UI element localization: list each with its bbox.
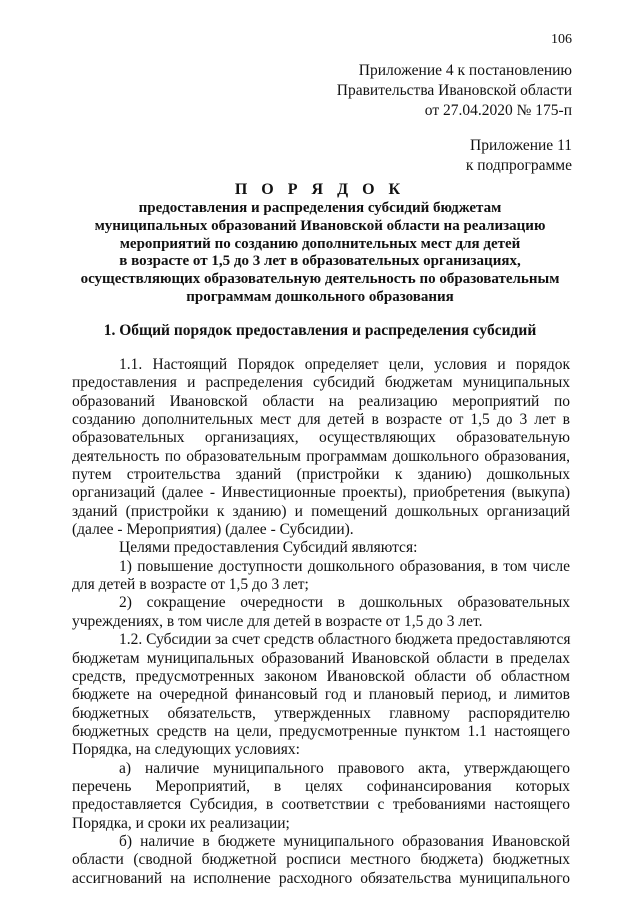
document-subtitle-line: в возрасте от 1,5 до 3 лет в образовательных организациях, [119,253,521,270]
paragraph-line: 1.1. Настоящий Порядок определяет цели, условия и порядок [119,356,570,373]
document-title-block [70,180,570,307]
appendix-sub-line: к подпрограмме [465,157,572,174]
document-subtitle-line: осуществляющих образовательную деятельность по образовательным [80,271,560,288]
paragraph-line: перечень Мероприятий, в целях софинансирования которых [72,777,570,795]
paragraph-line: для детей в возрасте от 1,5 до 3 лет; [72,576,309,594]
paragraph-line: путем строительства зданий (пристройки к зданию) дошкольных [72,466,570,484]
paragraph-line: области (сводной бюджетной росписи местного бюджета) бюджетных [72,851,570,869]
paragraph-line: бюджетных обязательств, утвержденных главному распорядителю [72,704,570,722]
paragraph-line: учреждениях, в том числе для детей в возрасте от 1,5 до 3 лет. [72,612,483,630]
paragraph-line: Целями предоставления Субсидий являются: [119,539,418,557]
paragraph-line: б) наличие в бюджете муниципального образования Ивановской [119,832,570,850]
paragraph-line: Порядка, и сроки их реализации; [72,814,290,832]
paragraph-line: (далее - Мероприятия) (далее - Субсидии). [72,521,354,539]
paragraph-line: а) наличие муниципального правового акта, утверждающего [119,759,570,777]
paragraph-line: организаций (далее - Инвестиционные проекты), приобретения (выкупа) [72,484,570,502]
appendix-sub-header [466,136,572,176]
appendix-sub-line: Приложение 11 [470,137,572,154]
paragraph-line: зданий (пристройки к зданию) и помещений дошкольных организаций [72,502,570,520]
paragraph-line: средств, предусмотренных законом Ивановской области об областном [72,667,570,685]
paragraph-line: образований Ивановской области на реализацию мероприятий по [72,392,570,410]
paragraph-line: бюджете на очередной финансовый год и плановый период, и лимитов [72,686,570,704]
document-subtitle-line: программам дошкольного образования [186,288,454,305]
page-number: 106 [551,32,572,47]
paragraph-line: предоставления и распределения субсидий бюджетам муниципальных [72,374,570,392]
paragraph-line: 1) повышение доступности дошкольного образования, в том числе [119,557,570,575]
paragraph-line: деятельность по образовательным программам дошкольного образования, [72,447,570,465]
document-subtitle-line: муниципальных образований Ивановской области на реализацию [94,217,546,234]
appendix-main-line: от 27.04.2020 № 175-п [424,102,572,119]
paragraph-line: образовательных организациях, осуществляющих образовательную [72,429,570,447]
paragraph-line: бюджетных средств на цели, предусмотренные пунктом 1.1 настоящего [72,722,570,740]
appendix-main-line: Правительства Ивановской области [336,82,572,99]
paragraph-line: 2) сокращение очередности в дошкольных образовательных [119,594,570,612]
paragraph-line: ассигнований на исполнение расходного обязательства муниципального [72,869,570,887]
document-subtitle-line: предоставления и распределения субсидий бюджетам [138,200,502,216]
appendix-main-line: Приложение 4 к постановлению [358,62,572,79]
section-heading: 1. Общий порядок предоставления и распределения субсидий [103,322,537,339]
paragraph-line: созданию дополнительных мест для детей в возрасте от 1,5 до 3 лет в [72,411,570,429]
body-text [72,356,570,888]
document-title: П О Р Я Д О К [234,181,406,198]
paragraph-line: предоставляется Субсидия, в соответствии с требованиями настоящего [72,796,570,814]
document-subtitle-line: мероприятий по созданию дополнительных мест для детей [119,235,521,252]
paragraph-line: Порядка, на следующих условиях: [72,741,300,759]
paragraph-line: бюджетам муниципальных образований Ивановской области в пределах [72,649,570,667]
paragraph-line: 1.2. Субсидии за счет средств областного бюджета предоставляются [119,631,571,649]
appendix-main-header [337,61,572,121]
